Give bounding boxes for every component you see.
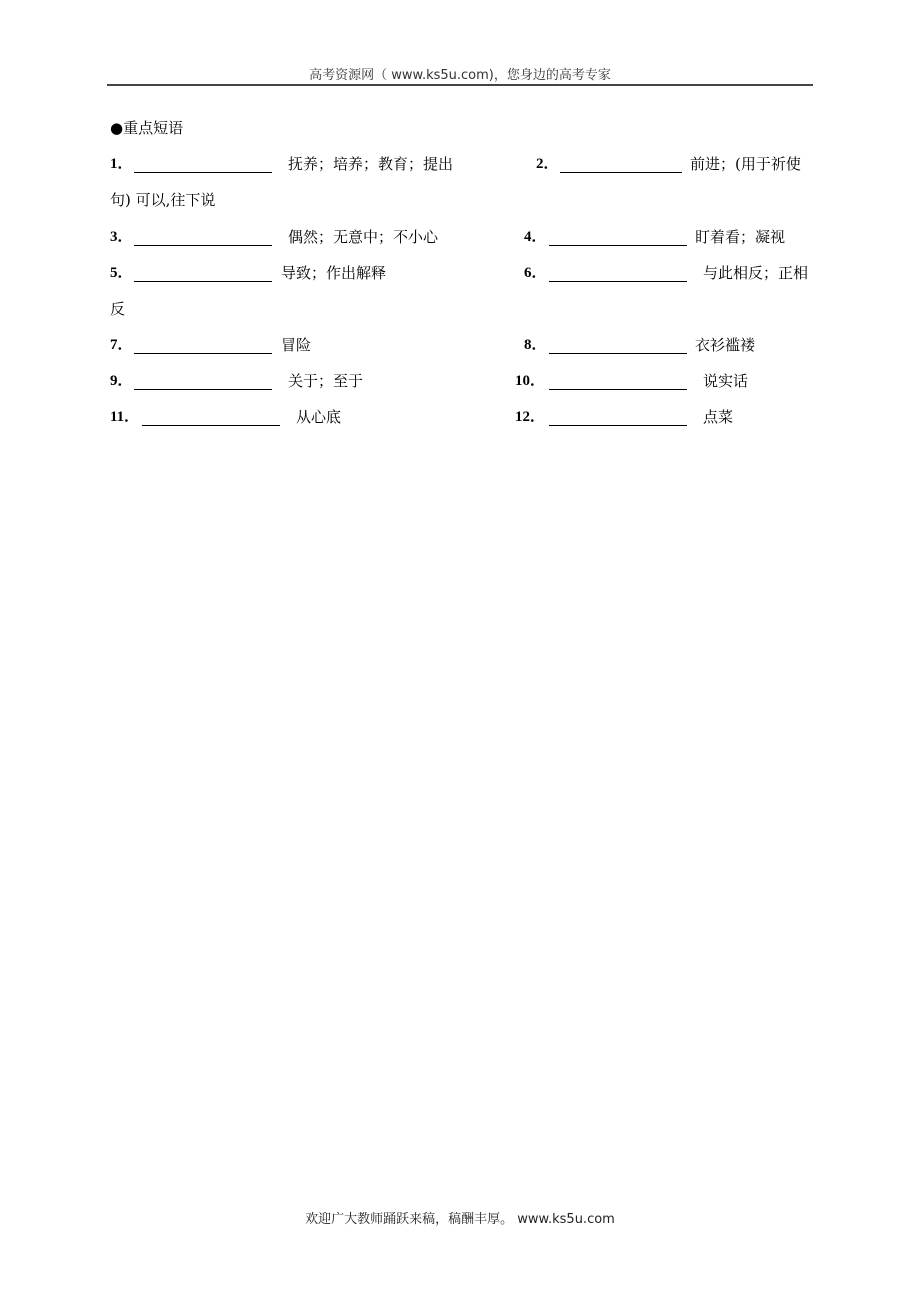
item-number: 7．: [110, 337, 133, 353]
answer-blank[interactable]: [134, 245, 272, 246]
answer-blank[interactable]: [134, 389, 272, 390]
item-meaning: 冒险: [281, 336, 312, 354]
item-meaning: 前进；(用于祈使: [690, 155, 801, 173]
page-footer: 欢迎广大教师踊跃来稿，稿酬丰厚。 www.ks5u.com: [305, 1212, 615, 1227]
item-meaning: 盯着看；凝视: [695, 228, 786, 246]
item-number: 11．: [110, 409, 140, 425]
section-title: ●重点短语: [110, 119, 184, 137]
item-meaning: 从心底: [296, 408, 342, 426]
answer-blank[interactable]: [134, 172, 272, 173]
item-number: 5．: [110, 265, 133, 281]
item-number: 9．: [110, 373, 133, 389]
answer-blank[interactable]: [142, 425, 280, 426]
answer-blank[interactable]: [134, 281, 272, 282]
item-meaning: 说实话: [703, 372, 749, 390]
item-meaning: 关于；至于: [288, 372, 364, 390]
item-number: 2．: [536, 156, 559, 172]
item-meaning: 偶然；无意中；不小心: [288, 228, 439, 246]
page-header: 高考资源网（ www.ks5u.com)，您身边的高考专家: [309, 68, 611, 83]
item-meaning: 与此相反；正相: [703, 264, 809, 282]
answer-blank[interactable]: [134, 353, 272, 354]
item-meaning-continuation: 句) 可以,往下说: [110, 191, 216, 209]
answer-blank[interactable]: [549, 425, 687, 426]
item-number: 4．: [524, 229, 547, 245]
item-number: 3．: [110, 229, 133, 245]
answer-blank[interactable]: [549, 353, 687, 354]
answer-blank[interactable]: [549, 281, 687, 282]
item-meaning: 抚养；培养；教育；提出: [288, 155, 454, 173]
item-number: 10．: [515, 373, 546, 389]
item-meaning: 衣衫褴褛: [695, 336, 756, 354]
answer-blank[interactable]: [549, 389, 687, 390]
item-meaning: 导致；作出解释: [281, 264, 387, 282]
item-meaning: 点菜: [703, 408, 734, 426]
item-number: 12．: [515, 409, 546, 425]
item-number: 1．: [110, 156, 133, 172]
item-number: 6．: [524, 265, 547, 281]
header-rule: [107, 84, 813, 86]
answer-blank[interactable]: [549, 245, 687, 246]
answer-blank[interactable]: [560, 172, 682, 173]
item-meaning-continuation: 反: [110, 300, 126, 318]
item-number: 8．: [524, 337, 547, 353]
